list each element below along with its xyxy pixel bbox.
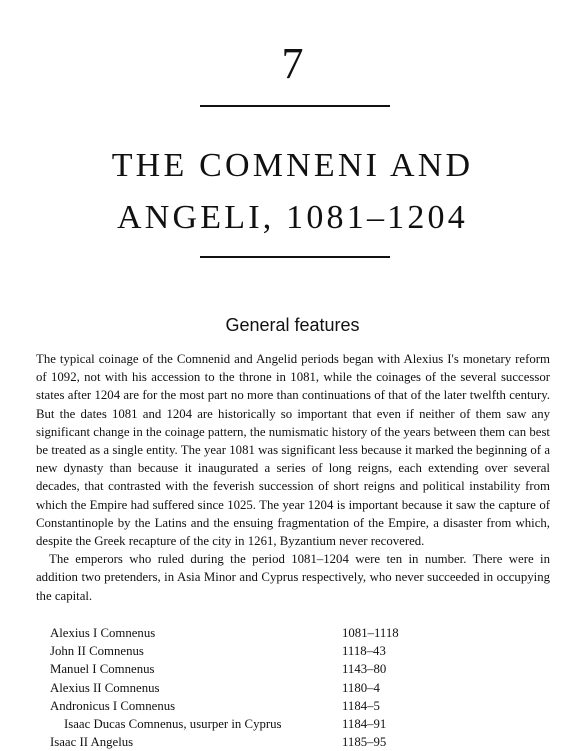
- emperor-name: Alexius I Comnenus: [50, 626, 156, 640]
- emperor-name: Andronicus I Comnenus: [50, 698, 176, 713]
- chapter-number: 7: [281, 39, 304, 88]
- section-heading: General features: [225, 315, 360, 335]
- paragraph: The emperors who ruled during the period 1081–1204 were ten in number. There were in addition two pretenders, in Asia Minor and Cyprus respectively, who never succeeded in occupying the capital.: [36, 552, 550, 603]
- emperor-name: John II Comnenus: [50, 644, 144, 659]
- chapter-title: [0, 140, 585, 244]
- list-item: [50, 733, 510, 751]
- emperor-name: Isaac II Angelus: [50, 735, 134, 750]
- list-item: [50, 679, 510, 697]
- chapter-title-line-1: THE COMNENI AND: [111, 147, 474, 184]
- bottom-divider: [200, 256, 390, 258]
- list-item: [50, 642, 510, 660]
- reign-dates: 1081–1118: [342, 626, 399, 640]
- list-item: [50, 624, 510, 642]
- emperor-name: Alexius II Comnenus: [50, 680, 160, 695]
- emperor-list: [50, 624, 510, 751]
- chapter-title-line-2: ANGELI, 1081–1204: [117, 199, 468, 236]
- emperor-name: Isaac Ducas Comnenus, usurper in Cyprus: [64, 717, 282, 732]
- reign-dates: 1185–95: [342, 735, 387, 750]
- emperor-name: Manuel I Comnenus: [50, 662, 155, 677]
- list-item: [50, 697, 510, 715]
- top-divider: [200, 105, 390, 107]
- list-item: [50, 660, 510, 678]
- list-item: [50, 715, 510, 733]
- reign-dates: 1143–80: [342, 662, 387, 677]
- reign-dates: 1180–4: [342, 680, 380, 695]
- body-text: [36, 350, 550, 605]
- reign-dates: 1184–5: [342, 698, 380, 713]
- paragraph: The typical coinage of the Comnenid and Angelid periods began with Alexius I's monetary reform of 1092, not with his accession to the throne in 1081, while the coinages of the several successor states after 1204 are for the most part no more than continuations of that of the later twelfth century. But the dates 1081 and 1204 are historically so important that even if neither of them saw any significant change in the coinage pattern, the numismatic history of the years between them can best be treated as a single entity. The year 1081 was significant less because it marked the beginning of a new dynasty than because it inaugurated a series of long reigns, each extending over several decades, that contrasted with the feverish succession of short reigns and political instability from which the Empire had suffered since 1025. The year 1204 is important because it saw the capture of Constantinople by the Latins and the ensuing fragmentation of the Empire, a disaster from which, despite the Greek recapture of the city in 1261, Byzantium never recovered.: [36, 352, 550, 549]
- reign-dates: 1118–43: [342, 644, 386, 659]
- reign-dates: 1184–91: [342, 717, 387, 732]
